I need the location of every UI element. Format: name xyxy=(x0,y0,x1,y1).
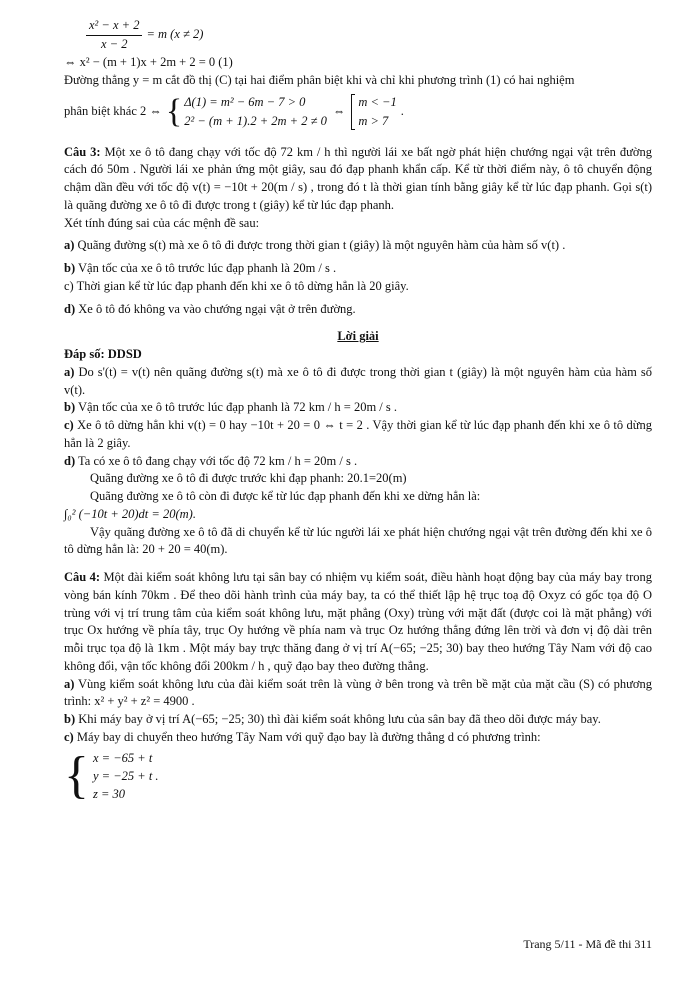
result-bracket-system xyxy=(351,93,396,129)
equation-1: ⇔ x² − (m + 1)x + 2m + 2 = 0 (1) xyxy=(64,55,233,69)
line-d-row-1: x = −65 + t xyxy=(92,750,153,765)
solution-answer: Đáp số: DDSD xyxy=(64,347,142,361)
solution-title: Lời giải xyxy=(337,329,379,344)
solution-d-integral: ∫₀² (−10t + 20)dt = 20(m). xyxy=(64,506,196,521)
solution-a: a) Do s'(t) = v(t) nên quãng đường s(t) mà xe ô tô đi được trong thời gian t (giây) là một nguyên hàm của hàm số v(t). xyxy=(64,364,652,397)
question-4-label: Câu 4: xyxy=(64,570,101,584)
solution-d-line-2: Quãng đường xe ô tô đi được trước khi đạp phanh: 20.1=20(m) xyxy=(90,471,407,486)
question-3-item-c: c) Thời gian kể từ lúc đạp phanh đến khi xe ô tô dừng hẳn là 20 giây. xyxy=(64,278,409,293)
condition-brace-system xyxy=(166,93,327,129)
result-row-2: m > 7 xyxy=(358,113,389,128)
question-4 xyxy=(64,569,652,676)
result-end: . xyxy=(400,103,404,118)
result-row-1: m < −1 xyxy=(358,95,397,110)
left-brace: { xyxy=(64,746,89,804)
solution-d-line-3: Quãng đường xe ô tô còn đi được kể từ lúc đạp phanh đến khi xe dừng hẳn là: xyxy=(90,489,481,503)
solution-d-line-4: Vậy quãng đường xe ô tô đã di chuyển kể từ lúc người lái xe phát hiện chướng ngại vật trên đường đến khi xe ô tô dừng hẳn là: 20 + 20 = 40(m). xyxy=(64,524,652,557)
question-3-label: Câu 3: xyxy=(64,144,101,159)
question-3-prompt: Xét tính đúng sai của các mệnh đề sau: xyxy=(64,215,260,230)
solution-d: d) Ta có xe ô tô đang chạy với tốc độ 72 km / h = 20m / s . xyxy=(64,453,358,468)
page-footer: Trang 5/11 - Mã đề thi 311 xyxy=(523,937,652,951)
fraction xyxy=(86,17,142,54)
condition-sentence: Đường thẳng y = m cắt đồ thị (C) tại hai điểm phân biệt khi và chỉ khi phương trình (1) có hai nghiệm xyxy=(64,72,575,87)
question-4-a: a) Vùng kiểm soát không lưu của đài kiểm soát trên là vùng ở bên trong và trên bề mặt của mặt cầu (S) có phương trình: x² + y² + z² = 4900 . xyxy=(64,676,652,709)
question-3 xyxy=(64,144,652,215)
condition-row-2: 2² − (m + 1).2 + 2m + 2 ≠ 0 xyxy=(184,113,327,128)
line-d-row-3: z = 30 xyxy=(92,786,126,801)
condition-prefix: phân biệt khác 2 ⇔ xyxy=(64,103,162,118)
question-3-item-a: a) Quãng đường s(t) mà xe ô tô đi được trong thời gian t (giây) là một nguyên hàm của hàm số v(t) . xyxy=(64,238,566,253)
left-bracket xyxy=(351,94,355,130)
solution-c: c) Xe ô tô dừng hẳn khi v(t) = 0 hay −10t + 20 = 0 ⇔ t = 2 . Vậy thời gian kể từ lúc đạp phanh đến khi xe ô tô dừng hẳn là 2 giây. xyxy=(64,418,652,450)
document-page xyxy=(64,16,652,803)
fraction-rhs: = m (x ≠ 2) xyxy=(146,27,204,42)
condition-row-1: Δ(1) = m² − 6m − 7 > 0 xyxy=(184,95,306,110)
line-d-system xyxy=(64,746,652,804)
fraction-equation xyxy=(64,16,652,54)
question-3-item-d: d) Xe ô tô đó không va vào chướng ngại vật ở trên đường. xyxy=(64,301,356,316)
question-3-item-b: b) Vận tốc của xe ô tô trước lúc đạp phanh là 20m / s . xyxy=(64,261,337,275)
question-3-text: Một xe ô tô đang chạy với tốc độ 72 km / h thì người lái xe bất ngờ phát hiện chướng ngại vật trên đường cách đó 50m . Người lái xe phản ứng một giây, sau đó đạp phanh khẩn cấp. Kể từ thời điểm này, ô tô chuyển động chậm dần đều với tốc độ v(t) = −10t + 20(m / s) , trong đó t là thời gian tính bằng giây kể từ lúc đạp phanh. Gọi s(t) là quãng đường xe ô tô đi được trong t (giây) kể từ lúc đạp phanh. xyxy=(64,144,652,212)
solution-b: b) Vận tốc của xe ô tô trước lúc đạp phanh là 72 km / h = 20m / s . xyxy=(64,400,397,415)
condition-system xyxy=(64,90,652,134)
question-4-text: Một đài kiểm soát không lưu tại sân bay có nhiệm vụ kiểm soát, điều hành hoạt động bay của máy bay trong vòng bán kính 70km . Để theo dõi hành trình của máy bay, ta có thể thiết lập hệ trục toạ độ Oxyz có gốc tọa độ O trùng với vị trí trung tâm của kiểm soát không lưu, mặt phẳng (Oxy) trùng với mặt đất (được coi là mặt phẳng) với trục Ox hướng về phía tây, trục Oy hướng về phía nam và trục Oz hướng thẳng đứng lên trời và đơn vị độ dài trên mỗi trục tọa độ là 1km . Một máy bay trực thăng đang ở vị trí A(−65; −25; 30) bay theo hướng Tây Nam với độ cao không đổi, vận tốc không đổi 200km / h , quỹ đạo bay theo đường thẳng. xyxy=(64,570,652,673)
left-brace: { xyxy=(165,92,183,130)
fraction-numerator: x² − x + 2 xyxy=(86,17,142,36)
line-d-row-2: y = −25 + t . xyxy=(92,768,159,783)
condition-equivalence: ⇔ xyxy=(332,103,346,118)
question-4-b: b) Khi máy bay ở vị trí A(−65; −25; 30) thì đài kiểm soát không lưu của sân bay đã theo dõi được máy bay. xyxy=(64,712,601,726)
question-4-c: c) Máy bay di chuyển theo hướng Tây Nam với quỹ đạo bay là đường thẳng d có phương trình: xyxy=(64,729,541,744)
fraction-denominator: x − 2 xyxy=(100,36,128,51)
